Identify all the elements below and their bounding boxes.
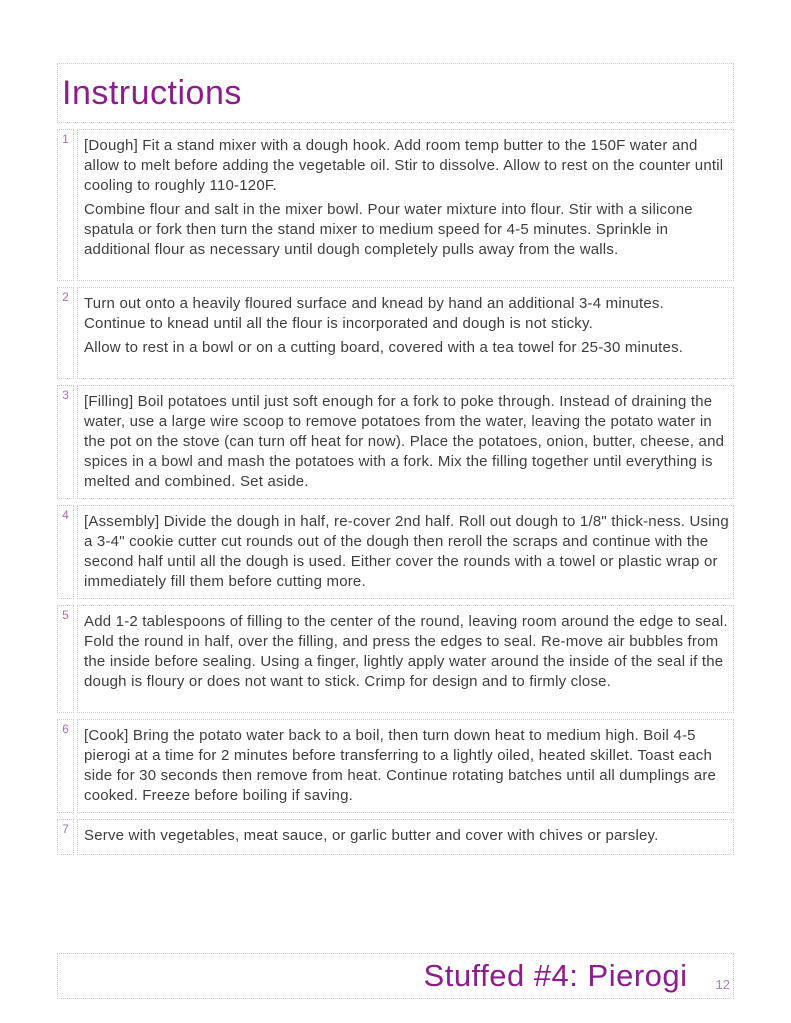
step-text-frame[interactable] bbox=[77, 605, 734, 713]
page-content bbox=[57, 63, 734, 855]
step-number: 1 bbox=[62, 132, 69, 146]
step-paragraph: [Dough] Fit a stand mixer with a dough hook. Add room temp butter to the 150F water and allow to melt before adding the vegetable oil. Stir to dissolve. Allow to rest on the counter until cooling to roughly 110-120F. bbox=[84, 137, 724, 194]
footer-recipe-title: Stuffed #4: Pierogi bbox=[423, 958, 688, 993]
step-paragraph: [Assembly] Divide the dough in half, re-cover 2nd half. Roll out dough to 1/8" thick-ness. Using a 3-4" cookie cutter cut rounds out of the dough then reroll the scraps and continue with the second half until all the dough is used. Either cover the rounds with a towel or plastic wrap or immediately fill them before cutting more. bbox=[84, 513, 729, 590]
step-paragraph: Combine flour and salt in the mixer bowl. Pour water mixture into flour. Stir with a silicone spatula or fork then turn the stand mixer to medium speed for 4-5 minutes. Sprinkle in additional flour as necessary until dough completely pulls away from the walls. bbox=[84, 201, 693, 258]
step-number: 6 bbox=[62, 722, 69, 736]
step-number: 2 bbox=[62, 290, 69, 304]
step-number-frame[interactable] bbox=[57, 819, 74, 855]
step-number: 7 bbox=[62, 822, 69, 836]
step-number-frame[interactable] bbox=[57, 505, 74, 599]
step-number-frame[interactable] bbox=[57, 129, 74, 281]
step-paragraph: [Cook] Bring the potato water back to a boil, then turn down heat to medium high. Boil 4-5 pierogi at a time for 2 minutes before transferring to a lightly oiled, heated skillet. Toast each side for 30 seconds then remove from heat. Continue rotating batches until all dumplings are cooked. Freeze before boiling if saving. bbox=[84, 727, 717, 804]
step-paragraph: [Filling] Boil potatoes until just soft enough for a fork to poke through. Instead of draining the water, use a large wire scoop to remove potatoes from the water, leaving the potato water in the pot on the stove (can turn off heat for now). Place the potatoes, onion, butter, cheese, and spices in a bowl and mash the potatoes with a fork. Mix the filling together until everything is melted and combined. Set aside. bbox=[84, 393, 725, 490]
step-number-frame[interactable] bbox=[57, 719, 74, 813]
step-number: 4 bbox=[62, 508, 69, 522]
step-row-5 bbox=[57, 605, 734, 713]
step-number: 3 bbox=[62, 388, 69, 402]
step-text-frame[interactable] bbox=[77, 287, 734, 379]
page-number: 12 bbox=[715, 977, 730, 992]
step-row-3 bbox=[57, 385, 734, 499]
step-paragraph: Serve with vegetables, meat sauce, or garlic butter and cover with chives or parsley. bbox=[84, 827, 659, 844]
step-text-frame[interactable] bbox=[77, 505, 734, 599]
step-paragraph: Turn out onto a heavily floured surface and knead by hand an additional 3-4 minutes. Continue to knead until all the flour is incorporated and dough is not sticky. bbox=[84, 295, 664, 332]
step-text-frame[interactable] bbox=[77, 719, 734, 813]
step-number: 5 bbox=[62, 608, 69, 622]
step-row-2 bbox=[57, 287, 734, 379]
page-title: Instructions bbox=[62, 73, 242, 112]
title-text-frame[interactable] bbox=[57, 63, 734, 123]
footer-text-frame[interactable] bbox=[57, 953, 734, 999]
step-text-frame[interactable] bbox=[77, 385, 734, 499]
step-number-frame[interactable] bbox=[57, 385, 74, 499]
step-text-frame[interactable] bbox=[77, 129, 734, 281]
step-number-frame[interactable] bbox=[57, 287, 74, 379]
step-row-4 bbox=[57, 505, 734, 599]
step-row-6 bbox=[57, 719, 734, 813]
step-paragraph: Allow to rest in a bowl or on a cutting board, covered with a tea towel for 25-30 minutes. bbox=[84, 339, 684, 356]
step-paragraph: Add 1-2 tablespoons of filling to the center of the round, leaving room around the edge to seal. Fold the round in half, over the filling, and press the edges to seal. Re-move air bubbles from the inside before sealing. Using a finger, lightly apply water around the inside of the seal if the dough is floury or does not want to stick. Crimp for design and to firmly close. bbox=[84, 613, 728, 690]
step-number-frame[interactable] bbox=[57, 605, 74, 713]
step-text-frame[interactable] bbox=[77, 819, 734, 855]
step-row-1 bbox=[57, 129, 734, 281]
step-row-7 bbox=[57, 819, 734, 855]
